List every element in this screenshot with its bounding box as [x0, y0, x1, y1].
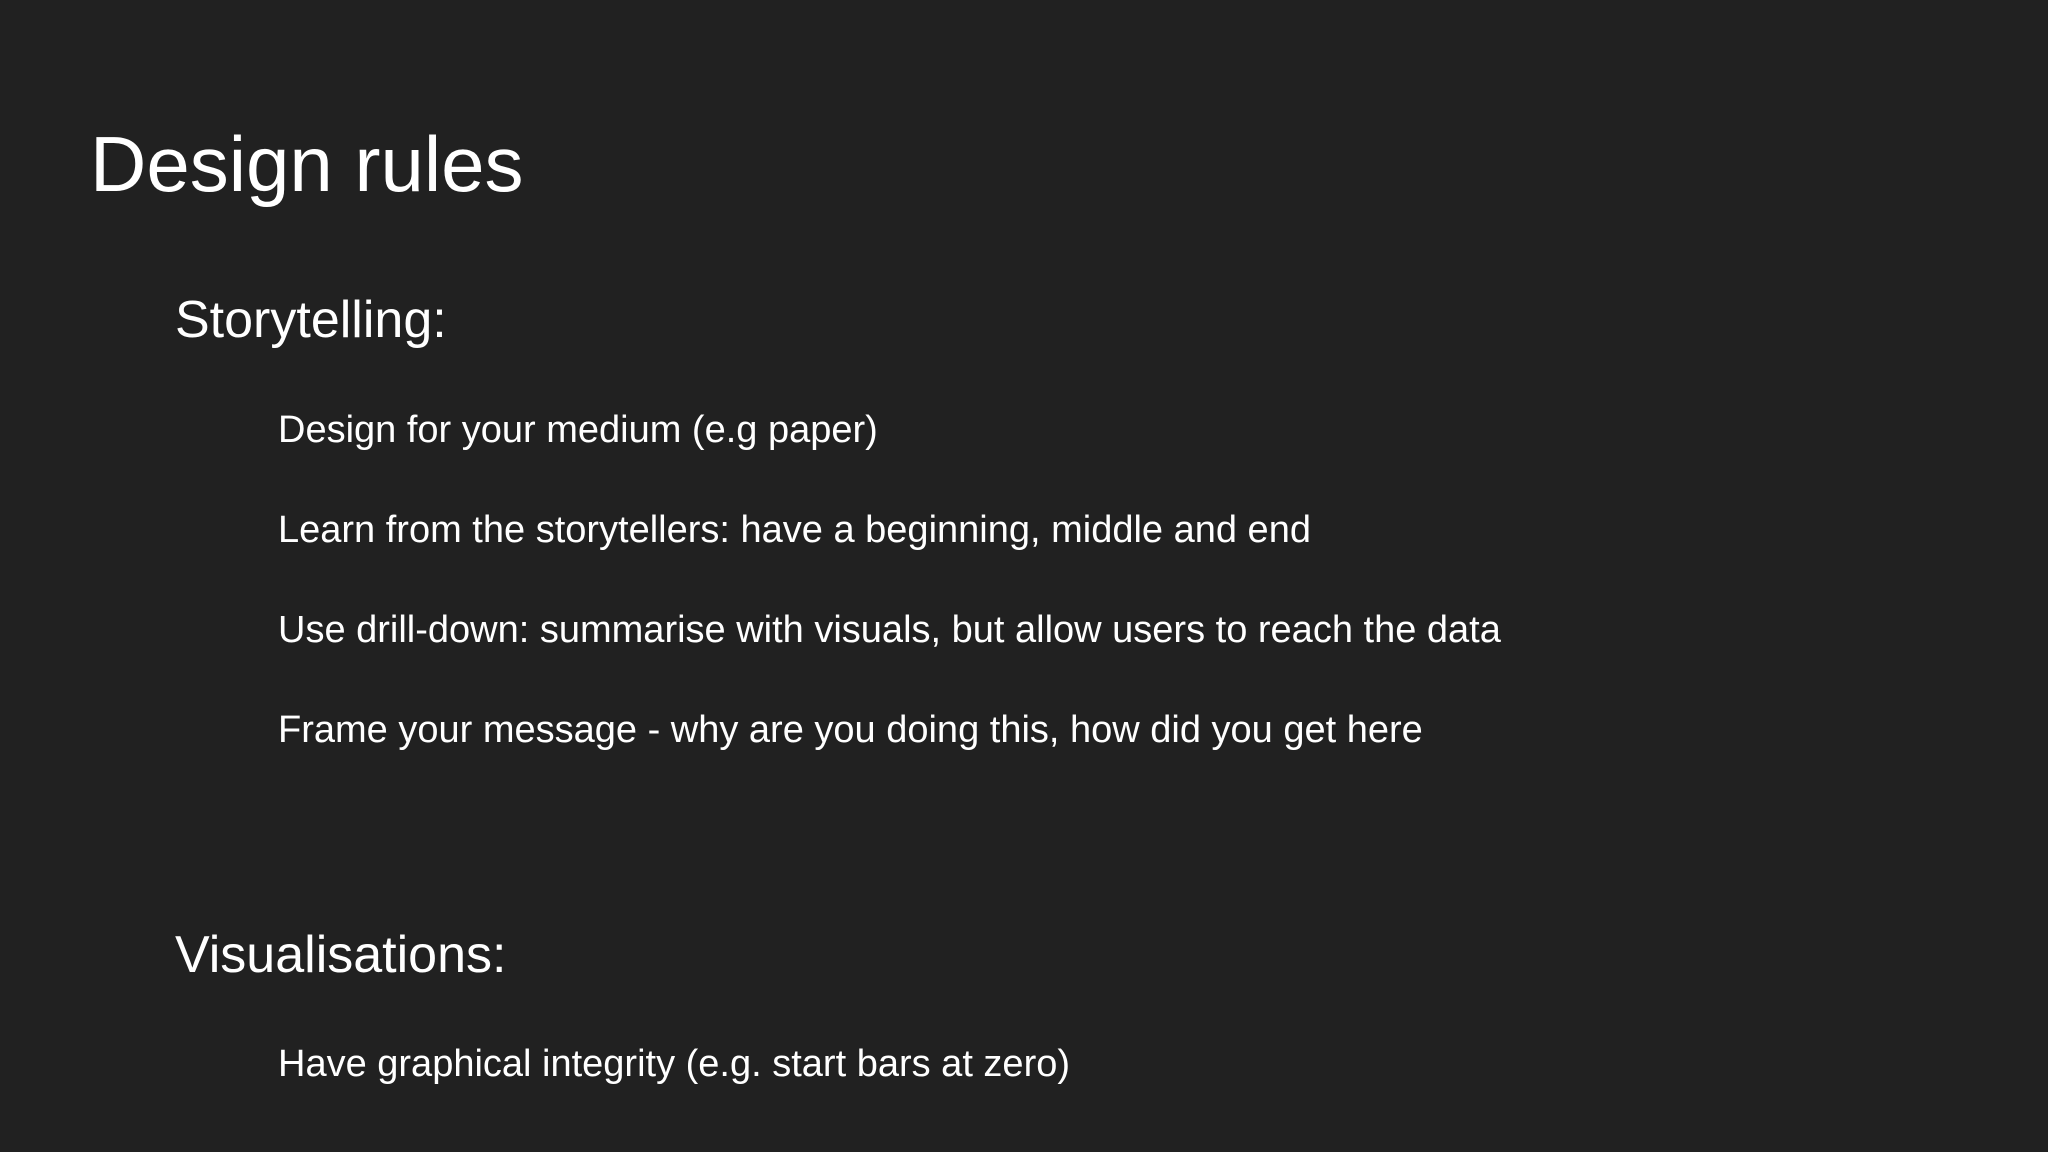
list-item: Have graphical integrity (e.g. start bars at zero) — [278, 1043, 1071, 1085]
list-item: Design for your medium (e.g paper) — [278, 409, 878, 451]
list-item: Use drill-down: summarise with visuals, but allow users to reach the data — [278, 609, 1501, 651]
section-heading: Storytelling: — [175, 291, 447, 349]
section-heading: Visualisations: — [175, 926, 507, 984]
list-item: Learn from the storytellers: have a beginning, middle and end — [278, 509, 1311, 551]
slide-title: Design rules — [90, 120, 524, 208]
list-item: Frame your message - why are you doing this, how did you get here — [278, 709, 1423, 751]
